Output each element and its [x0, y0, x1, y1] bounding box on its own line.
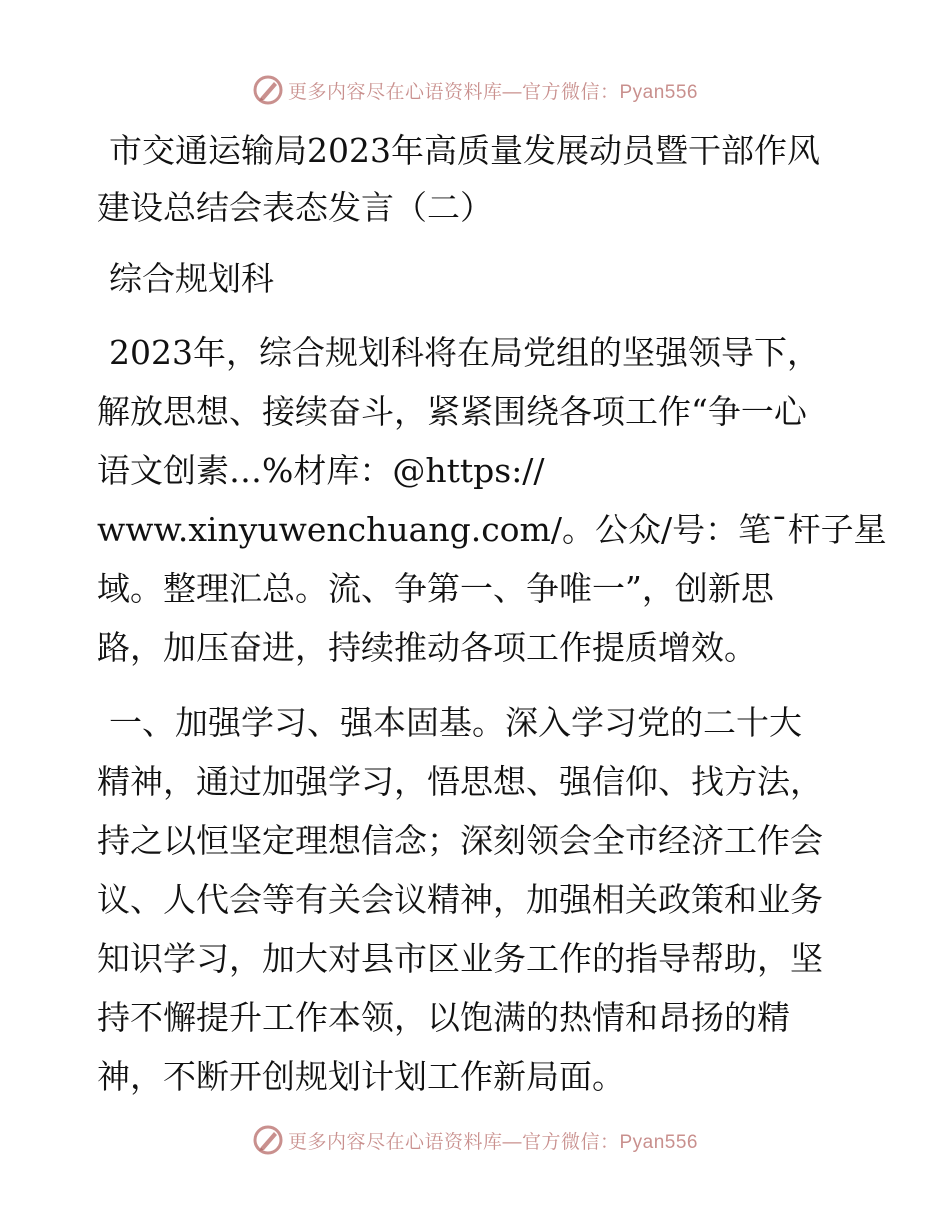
paragraph-line: www.xinyuwenchuang.com/。公众/号：笔¯杆子星: [97, 510, 887, 549]
paragraph-line: 语文创素…%材库：@https://: [97, 451, 545, 490]
watermark-text-bottom: 更多内容尽在心语资料库—官方微信：Pyan556: [287, 1131, 698, 1153]
title-line-1: 市交通运输局2023年高质量发展动员暨干部作风: [109, 131, 820, 170]
paragraph-intro: [97, 323, 887, 677]
paragraph-line: 解放思想、接续奋斗，紧紧围绕各项工作“争一心: [97, 392, 807, 431]
paragraph-line: 精神，通过加强学习，悟思想、强信仰、找方法，: [97, 762, 823, 801]
document-body: [97, 122, 887, 1106]
paragraph-section-1: [97, 693, 857, 1106]
pen-logo-icon: [252, 74, 284, 106]
paragraph-line: 一、加强学习、强本固基。深入学习党的二十大: [109, 703, 802, 742]
paragraph-line: 2023年，综合规划科将在局党组的坚强领导下，: [109, 333, 820, 372]
paragraph-line: 路，加压奋进，持续推动各项工作提质增效。: [97, 628, 757, 667]
paragraph-line: 议、人代会等有关会议精神，加强相关政策和业务: [97, 880, 823, 919]
watermark-text-top: 更多内容尽在心语资料库—官方微信：Pyan556: [287, 81, 698, 103]
pen-logo-icon: [252, 1124, 284, 1156]
watermark-banner-bottom: [0, 1120, 950, 1160]
watermark-banner-top: [0, 70, 950, 110]
title-line-2: 建设总结会表态发言（二）: [97, 188, 493, 227]
paragraph-line: 域。整理汇总。流、争第一、争唯一”，创新思: [97, 569, 774, 608]
paragraph-line: 神，不断开创规划计划工作新局面。: [97, 1057, 625, 1096]
department-name: 综合规划科: [109, 259, 274, 298]
document-title: [97, 122, 857, 236]
paragraph-line: 持之以恒坚定理想信念；深刻领会全市经济工作会: [97, 821, 823, 860]
paragraph-line: 持不懈提升工作本领，以饱满的热情和昂扬的精: [97, 998, 790, 1037]
paragraph-line: 知识学习，加大对县市区业务工作的指导帮助，坚: [97, 939, 823, 978]
